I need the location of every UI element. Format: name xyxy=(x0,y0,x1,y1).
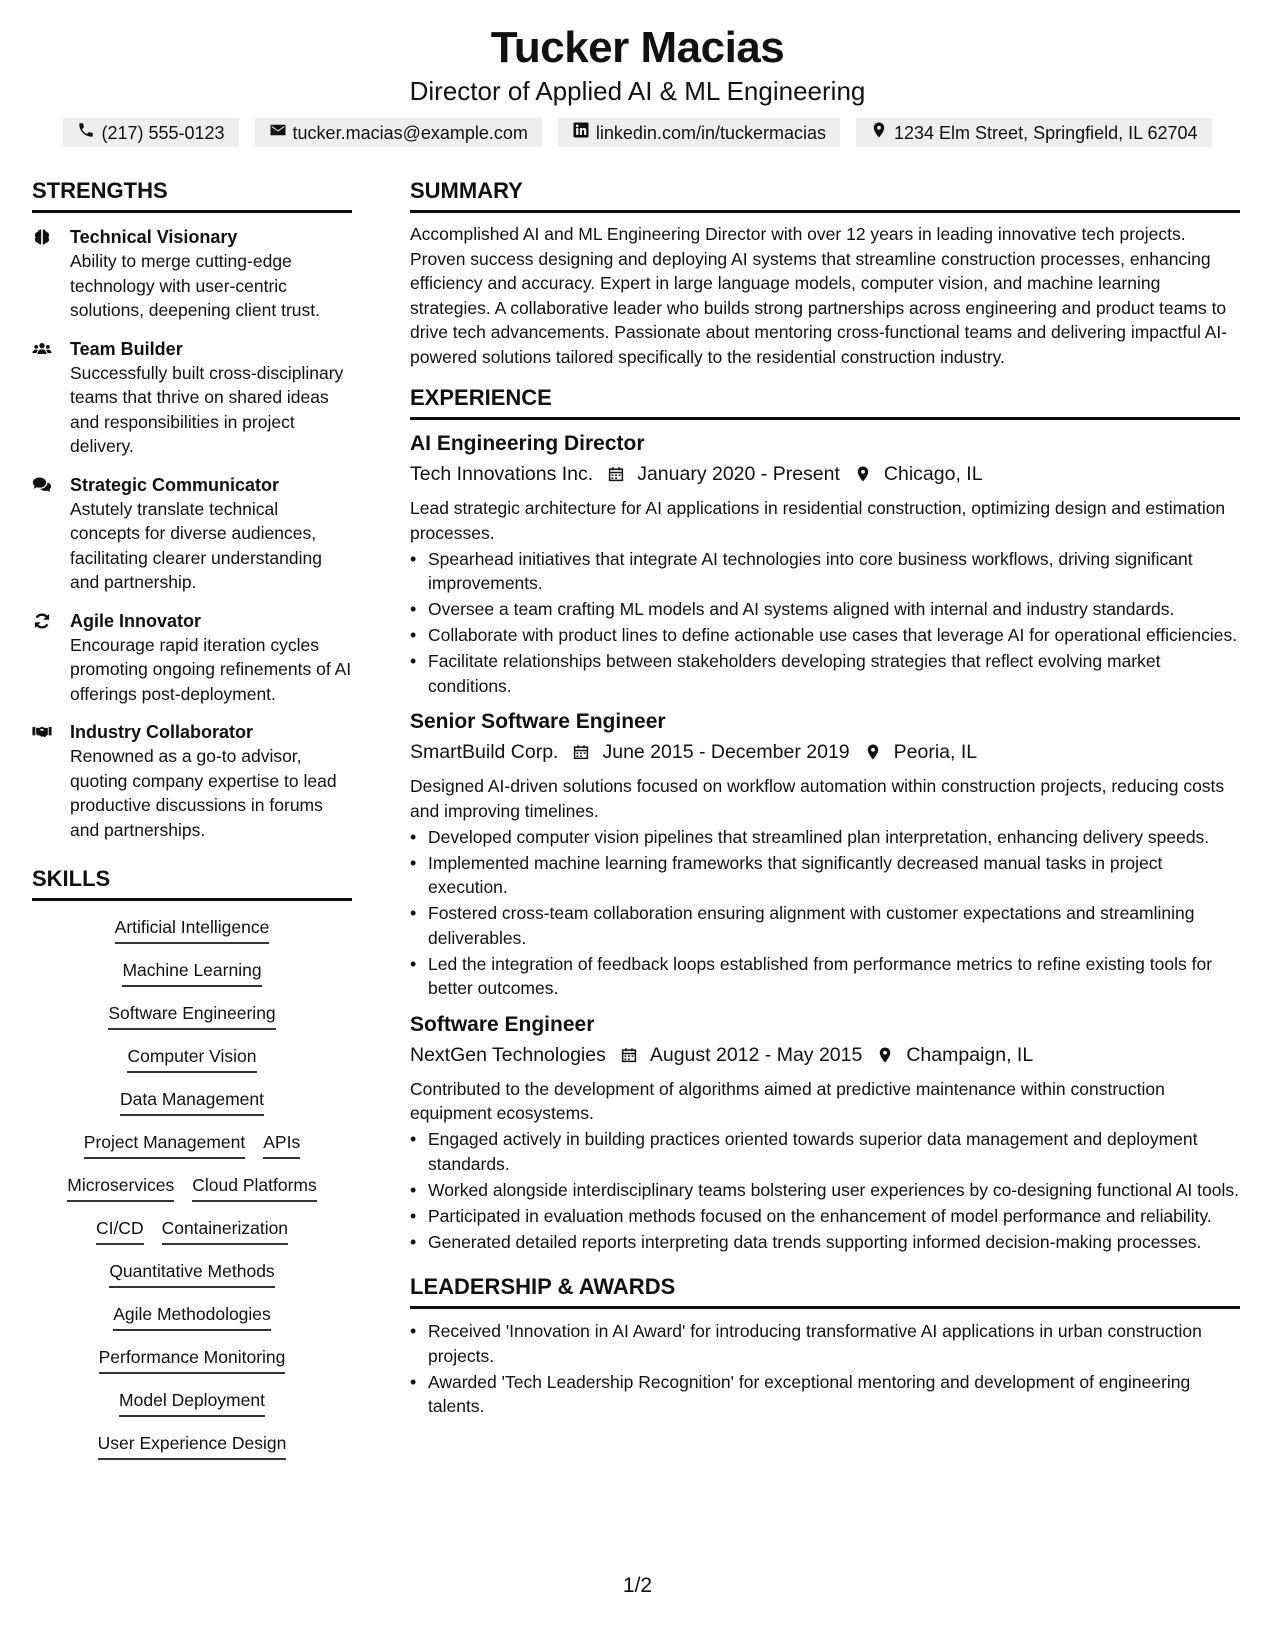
skill-row xyxy=(119,1388,265,1417)
skills-list xyxy=(32,915,352,1474)
job-bullet: • Oversee a team crafting ML models and AI systems aligned with internal and industry standards. xyxy=(410,597,1240,622)
skill-row xyxy=(109,1259,274,1288)
job-description: Lead strategic architecture for AI applications in residential construction, optimizing design and estimation processes. xyxy=(410,498,1226,543)
job-location: Champaign, IL xyxy=(906,1043,1034,1066)
skill-tag: Software Engineering xyxy=(108,1001,275,1030)
job-bullet: • Spearhead initiatives that integrate AI technologies into core business workflows, driving significant improvements. xyxy=(410,547,1240,596)
skill-tag: Cloud Platforms xyxy=(192,1173,317,1202)
resume-header xyxy=(0,0,1275,147)
skill-tag: CI/CD xyxy=(96,1216,144,1245)
job-bullets xyxy=(410,825,1240,1001)
strength-title: Industry Collaborator xyxy=(70,722,254,742)
awards-heading: LEADERSHIP & AWARDS xyxy=(410,1274,1240,1309)
strength-title: Strategic Communicator xyxy=(70,474,280,495)
contact-phone[interactable] xyxy=(63,118,238,147)
contact-bar xyxy=(0,118,1275,147)
skill-row xyxy=(113,1302,271,1331)
job-bullets xyxy=(410,547,1240,699)
phone-icon xyxy=(77,121,95,144)
skill-row xyxy=(98,1431,287,1460)
skill-row xyxy=(115,915,270,944)
job-bullet: • Led the integration of feedback loops established from performance metrics to refine existing tools for better outcomes. xyxy=(410,952,1240,1001)
job-title: Software Engineer xyxy=(410,1012,595,1036)
strength-desc: Encourage rapid iteration cycles promoting ongoing refinements of AI offerings post-deployment. xyxy=(70,634,352,704)
strengths-heading: STRENGTHS xyxy=(32,178,352,213)
calendar-icon xyxy=(572,743,590,761)
brain-icon xyxy=(32,225,58,323)
awards-list xyxy=(410,1319,1240,1419)
strength-title: Team Builder xyxy=(70,338,183,359)
strength-desc: Ability to merge cutting-edge technology with user-centric solutions, deepening client trust. xyxy=(70,251,321,320)
job-dates: January 2020 - Present xyxy=(637,463,840,485)
right-column xyxy=(410,178,1240,1474)
job-bullet: • Facilitate relationships between stakeholders developing strategies that reflect evolving market conditions. xyxy=(410,649,1240,698)
skill-tag: APIs xyxy=(263,1130,300,1159)
summary-text: Accomplished AI and ML Engineering Director with over 12 years in leading innovative tech projects. Proven success designing and deploying AI systems that streamline construction processes, enhancing efficiency and accuracy. Expert in large language models, computer vision, and machine learning strategies. A collaborative leader who builds strong partnerships across engineering and product teams to drive tech advancements. Passionate about mentoring cross-functional teams and delivering impactful AI-powered solutions tailored specifically to the residential construction industry. xyxy=(410,224,1228,367)
contact-address-text: 1234 Elm Street, Springfield, IL 62704 xyxy=(894,122,1198,143)
job-meta xyxy=(410,1041,1240,1069)
job-location: Chicago, IL xyxy=(883,463,983,485)
skill-tag: Machine Learning xyxy=(122,958,261,987)
experience-heading: EXPERIENCE xyxy=(410,385,1240,420)
job-company: Tech Innovations Inc. xyxy=(410,463,594,485)
calendar-icon xyxy=(607,465,625,483)
skill-row xyxy=(122,958,261,987)
skills-heading: SKILLS xyxy=(32,866,352,901)
job-meta xyxy=(410,738,1240,766)
strength-desc: Astutely translate technical concepts for diverse audiences, facilitating clearer understanding and partnership. xyxy=(70,498,322,592)
skill-row xyxy=(99,1345,286,1374)
strength-item xyxy=(32,225,352,323)
chat-icon xyxy=(32,473,58,595)
strength-title: Agile Innovator xyxy=(70,610,202,631)
map-pin-icon xyxy=(854,465,872,483)
skill-tag: Containerization xyxy=(162,1216,288,1245)
skill-row xyxy=(127,1044,256,1073)
job-location: Peoria, IL xyxy=(893,741,978,763)
skill-tag: Agile Methodologies xyxy=(113,1302,271,1331)
strength-desc: Successfully built cross-disciplinary teams that thrive on shared ideas and responsibilities in project delivery. xyxy=(70,362,344,456)
strength-title: Technical Visionary xyxy=(70,227,238,247)
award-item: • Received 'Innovation in AI Award' for introducing transformative AI applications in urban construction projects. xyxy=(410,1319,1240,1368)
job-title: Senior Software Engineer xyxy=(410,710,666,733)
job-bullet: • Fostered cross-team collaboration ensuring alignment with customer expectations and streamlining deliverables. xyxy=(410,901,1240,950)
contact-email-text: tucker.macias@example.com xyxy=(292,122,528,143)
job-title: AI Engineering Director xyxy=(410,432,645,455)
strength-item xyxy=(32,609,352,707)
left-column xyxy=(32,178,352,1474)
skill-row xyxy=(120,1087,264,1116)
job-company: NextGen Technologies xyxy=(410,1043,606,1066)
strength-item xyxy=(32,473,352,595)
skill-tag: User Experience Design xyxy=(98,1431,287,1460)
refresh-icon xyxy=(32,609,58,707)
candidate-title: Director of Applied AI & ML Engineering xyxy=(409,76,866,106)
skill-row xyxy=(84,1130,300,1159)
linkedin-icon xyxy=(572,121,590,144)
contact-email[interactable] xyxy=(255,118,542,147)
map-pin-icon xyxy=(864,743,882,761)
skill-row xyxy=(108,1001,275,1030)
map-pin-icon xyxy=(876,1046,894,1064)
contact-linkedin[interactable] xyxy=(558,118,840,147)
skill-tag: Performance Monitoring xyxy=(99,1345,286,1374)
job-bullets xyxy=(410,1127,1240,1254)
job-dates: June 2015 - December 2019 xyxy=(602,741,850,763)
summary-heading: SUMMARY xyxy=(410,178,1240,213)
envelope-icon xyxy=(269,121,287,144)
skill-tag: Model Deployment xyxy=(119,1388,265,1417)
job-meta xyxy=(410,460,1240,488)
job-bullet: • Worked alongside interdisciplinary teams bolstering user experiences by co-designing functional AI tools. xyxy=(410,1178,1240,1203)
job-entry xyxy=(410,1011,1240,1255)
team-icon xyxy=(32,337,58,459)
strength-item xyxy=(32,337,352,459)
strengths-list xyxy=(32,225,352,842)
resume-body xyxy=(32,178,1243,1474)
skill-tag: Quantitative Methods xyxy=(109,1259,274,1288)
contact-linkedin-text: linkedin.com/in/tuckermacias xyxy=(595,122,826,143)
award-item: • Awarded 'Tech Leadership Recognition' for exceptional mentoring and development of engineering talents. xyxy=(410,1370,1240,1419)
job-description: Designed AI-driven solutions focused on workflow automation within construction projects, reducing costs and improving timelines. xyxy=(410,776,1225,821)
skill-tag: Computer Vision xyxy=(127,1044,256,1073)
skill-tag: Artificial Intelligence xyxy=(115,915,270,944)
job-bullet: • Generated detailed reports interpreting data trends supporting informed decision-making processes. xyxy=(410,1230,1240,1255)
strength-desc: Renowned as a go-to advisor, quoting company expertise to lead productive discussions in forums and partnerships. xyxy=(70,746,337,840)
job-entry xyxy=(410,708,1240,1001)
page-number: 1/2 xyxy=(622,1574,653,1597)
contact-address[interactable] xyxy=(856,118,1212,147)
skill-row xyxy=(96,1216,288,1245)
job-bullet: • Participated in evaluation methods focused on the enhancement of model performance and reliability. xyxy=(410,1204,1240,1229)
job-company: SmartBuild Corp. xyxy=(410,741,559,763)
skill-tag: Project Management xyxy=(84,1130,245,1159)
job-bullet: • Collaborate with product lines to define actionable use cases that leverage AI for operational efficiencies. xyxy=(410,623,1240,648)
job-bullet: • Engaged actively in building practices oriented towards superior data management and deployment standards. xyxy=(410,1127,1240,1176)
skill-row xyxy=(67,1173,316,1202)
map-pin-icon xyxy=(870,121,888,144)
job-bullet: • Developed computer vision pipelines that streamlined plan interpretation, enhancing delivery speeds. xyxy=(410,825,1240,850)
job-bullet: • Implemented machine learning frameworks that significantly decreased manual tasks in project execution. xyxy=(410,851,1240,900)
contact-phone-text: (217) 555-0123 xyxy=(101,122,225,143)
strength-item xyxy=(32,720,352,842)
handshake-icon xyxy=(32,720,58,842)
skill-tag: Microservices xyxy=(67,1173,174,1202)
candidate-name: Tucker Macias xyxy=(490,23,785,72)
skill-tag: Data Management xyxy=(120,1087,264,1116)
job-dates: August 2012 - May 2015 xyxy=(649,1043,863,1066)
job-description: Contributed to the development of algorithms aimed at predictive maintenance within construction equipment ecosystems. xyxy=(410,1078,1165,1123)
job-entry xyxy=(410,430,1240,698)
calendar-icon xyxy=(620,1046,638,1064)
